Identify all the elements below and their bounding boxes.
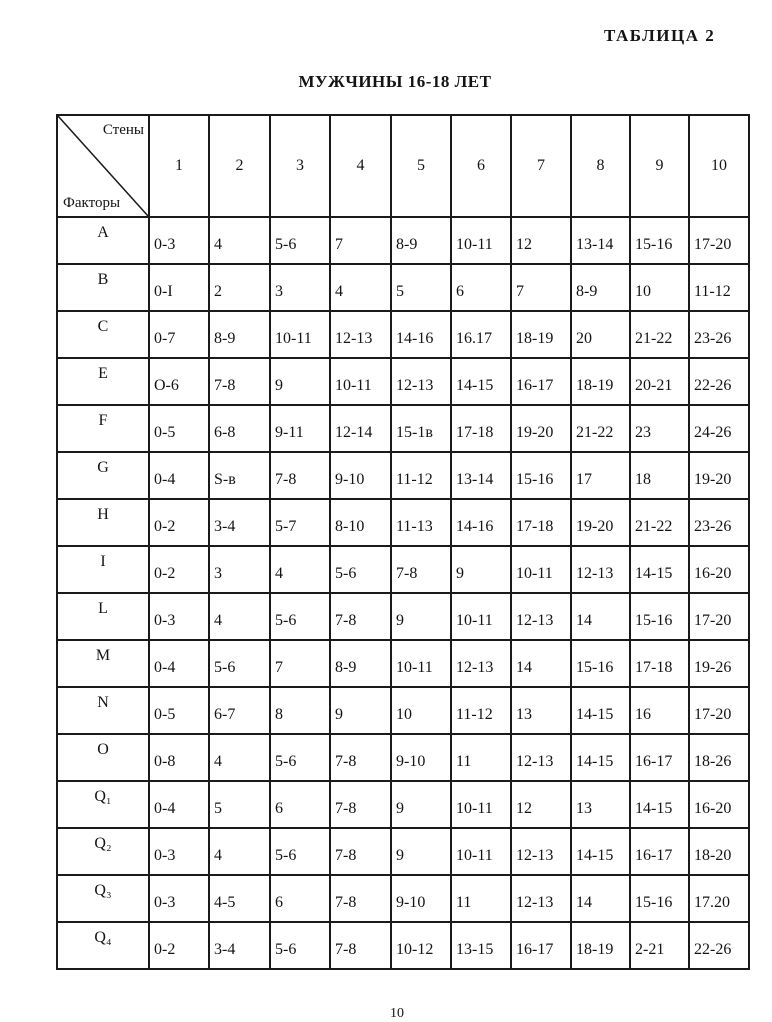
value-cell: 14 bbox=[571, 875, 630, 922]
value-cell: 5-7 bbox=[270, 499, 330, 546]
factor-cell: N bbox=[57, 687, 149, 734]
value-cell: 7-8 bbox=[270, 452, 330, 499]
table-row bbox=[57, 922, 749, 969]
value-cell: 15-16 bbox=[630, 593, 689, 640]
value-cell: 17-20 bbox=[689, 687, 749, 734]
value-cell: 5-6 bbox=[330, 546, 391, 593]
value-cell: 13-15 bbox=[451, 922, 511, 969]
table-row bbox=[57, 264, 749, 311]
value-cell: 7-8 bbox=[330, 734, 391, 781]
value-cell: 2-21 bbox=[630, 922, 689, 969]
value-cell: 8-9 bbox=[209, 311, 270, 358]
value-cell: 7 bbox=[270, 640, 330, 687]
value-cell: 6 bbox=[270, 781, 330, 828]
table-row bbox=[57, 687, 749, 734]
value-cell: 17-20 bbox=[689, 217, 749, 264]
factor-cell: Q₃ bbox=[57, 875, 149, 922]
value-cell: 17-20 bbox=[689, 593, 749, 640]
column-header: 3 bbox=[270, 115, 330, 217]
value-cell: 10-11 bbox=[511, 546, 571, 593]
value-cell: 9-10 bbox=[391, 734, 451, 781]
table-row bbox=[57, 358, 749, 405]
value-cell: 9 bbox=[391, 781, 451, 828]
value-cell: 5-6 bbox=[270, 217, 330, 264]
value-cell: 0-3 bbox=[149, 593, 209, 640]
value-cell: 0-4 bbox=[149, 452, 209, 499]
value-cell: 11-12 bbox=[689, 264, 749, 311]
column-header: 8 bbox=[571, 115, 630, 217]
value-cell: 0-4 bbox=[149, 640, 209, 687]
value-cell: 0-2 bbox=[149, 922, 209, 969]
value-cell: 6 bbox=[451, 264, 511, 311]
value-cell: 9-10 bbox=[330, 452, 391, 499]
value-cell: 8-9 bbox=[330, 640, 391, 687]
value-cell: 23-26 bbox=[689, 499, 749, 546]
value-cell: O-6 bbox=[149, 358, 209, 405]
value-cell: 12-13 bbox=[511, 734, 571, 781]
value-cell: 10-12 bbox=[391, 922, 451, 969]
value-cell: 12-13 bbox=[451, 640, 511, 687]
table-row bbox=[57, 828, 749, 875]
column-header: 9 bbox=[630, 115, 689, 217]
table-row bbox=[57, 499, 749, 546]
value-cell: 9 bbox=[451, 546, 511, 593]
value-cell: 19-20 bbox=[689, 452, 749, 499]
value-cell: 3-4 bbox=[209, 499, 270, 546]
value-cell: 12-13 bbox=[330, 311, 391, 358]
value-cell: 11-12 bbox=[451, 687, 511, 734]
table-row bbox=[57, 875, 749, 922]
value-cell: 17 bbox=[571, 452, 630, 499]
value-cell: 10 bbox=[630, 264, 689, 311]
value-cell: 18-19 bbox=[571, 358, 630, 405]
value-cell: 14-15 bbox=[630, 546, 689, 593]
value-cell: 14-16 bbox=[451, 499, 511, 546]
value-cell: 16 bbox=[630, 687, 689, 734]
value-cell: 5-6 bbox=[270, 922, 330, 969]
value-cell: 6-8 bbox=[209, 405, 270, 452]
value-cell: 10-11 bbox=[391, 640, 451, 687]
table-row bbox=[57, 217, 749, 264]
factor-cell: G bbox=[57, 452, 149, 499]
value-cell: 21-22 bbox=[630, 499, 689, 546]
value-cell: 18-20 bbox=[689, 828, 749, 875]
value-cell: 7-8 bbox=[209, 358, 270, 405]
value-cell: 17-18 bbox=[451, 405, 511, 452]
value-cell: 0-3 bbox=[149, 875, 209, 922]
value-cell: 12-13 bbox=[511, 828, 571, 875]
value-cell: 3-4 bbox=[209, 922, 270, 969]
value-cell: 0-8 bbox=[149, 734, 209, 781]
value-cell: 4 bbox=[209, 217, 270, 264]
page-number: 10 bbox=[390, 1006, 404, 1021]
value-cell: 3 bbox=[209, 546, 270, 593]
value-cell: 22-26 bbox=[689, 922, 749, 969]
value-cell: 14-15 bbox=[571, 828, 630, 875]
value-cell: 12-13 bbox=[511, 593, 571, 640]
value-cell: 7-8 bbox=[330, 875, 391, 922]
table-row bbox=[57, 640, 749, 687]
value-cell: 5-6 bbox=[270, 828, 330, 875]
factor-cell: O bbox=[57, 734, 149, 781]
factor-cell: C bbox=[57, 311, 149, 358]
value-cell: 16-17 bbox=[511, 922, 571, 969]
value-cell: 13-14 bbox=[571, 217, 630, 264]
value-cell: 7-8 bbox=[330, 922, 391, 969]
value-cell: 17.20 bbox=[689, 875, 749, 922]
value-cell: 4 bbox=[270, 546, 330, 593]
value-cell: 14-15 bbox=[571, 687, 630, 734]
value-cell: 16-20 bbox=[689, 546, 749, 593]
value-cell: 9-10 bbox=[391, 875, 451, 922]
value-cell: 16-17 bbox=[630, 828, 689, 875]
factor-cell: F bbox=[57, 405, 149, 452]
value-cell: 21-22 bbox=[571, 405, 630, 452]
value-cell: 18-19 bbox=[511, 311, 571, 358]
value-cell: 0-5 bbox=[149, 405, 209, 452]
factor-cell: B bbox=[57, 264, 149, 311]
value-cell: 12 bbox=[511, 217, 571, 264]
column-header: 5 bbox=[391, 115, 451, 217]
value-cell: 12-14 bbox=[330, 405, 391, 452]
value-cell: 8-9 bbox=[571, 264, 630, 311]
table-row bbox=[57, 311, 749, 358]
table-row bbox=[57, 405, 749, 452]
table-label: ТАБЛИЦА 2 bbox=[604, 26, 716, 45]
value-cell: 17-18 bbox=[630, 640, 689, 687]
value-cell: 23-26 bbox=[689, 311, 749, 358]
value-cell: 5-6 bbox=[270, 734, 330, 781]
value-cell: 10-11 bbox=[330, 358, 391, 405]
value-cell: 2 bbox=[209, 264, 270, 311]
value-cell: 0-7 bbox=[149, 311, 209, 358]
value-cell: 9 bbox=[330, 687, 391, 734]
value-cell: 23 bbox=[630, 405, 689, 452]
rows-axis-label: Факторы bbox=[63, 195, 121, 211]
value-cell: 7 bbox=[511, 264, 571, 311]
value-cell: 9 bbox=[270, 358, 330, 405]
value-cell: 6 bbox=[270, 875, 330, 922]
value-cell: 9 bbox=[391, 828, 451, 875]
value-cell: 10-11 bbox=[451, 593, 511, 640]
columns-axis-label: Стены bbox=[102, 122, 144, 138]
value-cell: 16.17 bbox=[451, 311, 511, 358]
value-cell: 20 bbox=[571, 311, 630, 358]
value-cell: 16-17 bbox=[630, 734, 689, 781]
value-cell: 10-11 bbox=[451, 217, 511, 264]
value-cell: 18-26 bbox=[689, 734, 749, 781]
value-cell: 0-3 bbox=[149, 217, 209, 264]
value-cell: 19-20 bbox=[511, 405, 571, 452]
value-cell: 0-4 bbox=[149, 781, 209, 828]
table-row bbox=[57, 546, 749, 593]
factor-cell: L bbox=[57, 593, 149, 640]
value-cell: 11 bbox=[451, 734, 511, 781]
value-cell: 14-16 bbox=[391, 311, 451, 358]
column-header: 10 bbox=[689, 115, 749, 217]
value-cell: 24-26 bbox=[689, 405, 749, 452]
factor-cell: E bbox=[57, 358, 149, 405]
table-row bbox=[57, 593, 749, 640]
value-cell: 10-11 bbox=[451, 828, 511, 875]
value-cell: 19-20 bbox=[571, 499, 630, 546]
factor-cell: Q₁ bbox=[57, 781, 149, 828]
value-cell: 7 bbox=[330, 217, 391, 264]
value-cell: 0-2 bbox=[149, 546, 209, 593]
value-cell: 13 bbox=[571, 781, 630, 828]
value-cell: 14 bbox=[571, 593, 630, 640]
value-cell: 5-6 bbox=[209, 640, 270, 687]
value-cell: 14-15 bbox=[451, 358, 511, 405]
value-cell: 12-13 bbox=[511, 875, 571, 922]
value-cell: 8-10 bbox=[330, 499, 391, 546]
value-cell: 11 bbox=[451, 875, 511, 922]
value-cell: 6-7 bbox=[209, 687, 270, 734]
value-cell: 9 bbox=[391, 593, 451, 640]
value-cell: 22-26 bbox=[689, 358, 749, 405]
corner-header-cell bbox=[57, 115, 149, 217]
table-row bbox=[57, 734, 749, 781]
value-cell: S-в bbox=[209, 452, 270, 499]
value-cell: 15-16 bbox=[630, 875, 689, 922]
value-cell: 12-13 bbox=[391, 358, 451, 405]
value-cell: 4 bbox=[209, 828, 270, 875]
factor-cell: H bbox=[57, 499, 149, 546]
value-cell: 18-19 bbox=[571, 922, 630, 969]
value-cell: 8 bbox=[270, 687, 330, 734]
column-header: 6 bbox=[451, 115, 511, 217]
header-row bbox=[57, 115, 749, 217]
value-cell: 14-15 bbox=[630, 781, 689, 828]
value-cell: 4 bbox=[330, 264, 391, 311]
value-cell: 7-8 bbox=[330, 781, 391, 828]
factor-cell: M bbox=[57, 640, 149, 687]
value-cell: 13-14 bbox=[451, 452, 511, 499]
value-cell: 0-I bbox=[149, 264, 209, 311]
value-cell: 5 bbox=[391, 264, 451, 311]
value-cell: 0-5 bbox=[149, 687, 209, 734]
value-cell: 4 bbox=[209, 593, 270, 640]
value-cell: 8-9 bbox=[391, 217, 451, 264]
value-cell: 18 bbox=[630, 452, 689, 499]
value-cell: 10-11 bbox=[451, 781, 511, 828]
value-cell: 7-8 bbox=[391, 546, 451, 593]
value-cell: 21-22 bbox=[630, 311, 689, 358]
value-cell: 0-2 bbox=[149, 499, 209, 546]
value-cell: 12-13 bbox=[571, 546, 630, 593]
column-header: 4 bbox=[330, 115, 391, 217]
value-cell: 0-3 bbox=[149, 828, 209, 875]
factor-cell: Q₂ bbox=[57, 828, 149, 875]
value-cell: 14-15 bbox=[571, 734, 630, 781]
norms-table bbox=[56, 114, 750, 970]
value-cell: 4-5 bbox=[209, 875, 270, 922]
page-title: МУЖЧИНЫ 16-18 ЛЕТ bbox=[298, 72, 492, 91]
table-body bbox=[57, 217, 749, 969]
value-cell: 17-18 bbox=[511, 499, 571, 546]
value-cell: 4 bbox=[209, 734, 270, 781]
value-cell: 11-12 bbox=[391, 452, 451, 499]
value-cell: 3 bbox=[270, 264, 330, 311]
value-cell: 16-17 bbox=[511, 358, 571, 405]
value-cell: 15-16 bbox=[571, 640, 630, 687]
value-cell: 7-8 bbox=[330, 828, 391, 875]
value-cell: 11-13 bbox=[391, 499, 451, 546]
value-cell: 5 bbox=[209, 781, 270, 828]
value-cell: 7-8 bbox=[330, 593, 391, 640]
factor-cell: I bbox=[57, 546, 149, 593]
value-cell: 12 bbox=[511, 781, 571, 828]
value-cell: 13 bbox=[511, 687, 571, 734]
column-header: 1 bbox=[149, 115, 209, 217]
value-cell: 15-16 bbox=[511, 452, 571, 499]
value-cell: 5-6 bbox=[270, 593, 330, 640]
table-row bbox=[57, 781, 749, 828]
table-row bbox=[57, 452, 749, 499]
column-header: 7 bbox=[511, 115, 571, 217]
column-header: 2 bbox=[209, 115, 270, 217]
value-cell: 19-26 bbox=[689, 640, 749, 687]
value-cell: 20-21 bbox=[630, 358, 689, 405]
factor-cell: A bbox=[57, 217, 149, 264]
value-cell: 15-16 bbox=[630, 217, 689, 264]
value-cell: 10-11 bbox=[270, 311, 330, 358]
value-cell: 14 bbox=[511, 640, 571, 687]
factor-cell: Q₄ bbox=[57, 922, 149, 969]
value-cell: 16-20 bbox=[689, 781, 749, 828]
value-cell: 10 bbox=[391, 687, 451, 734]
value-cell: 9-11 bbox=[270, 405, 330, 452]
value-cell: 15-1в bbox=[391, 405, 451, 452]
